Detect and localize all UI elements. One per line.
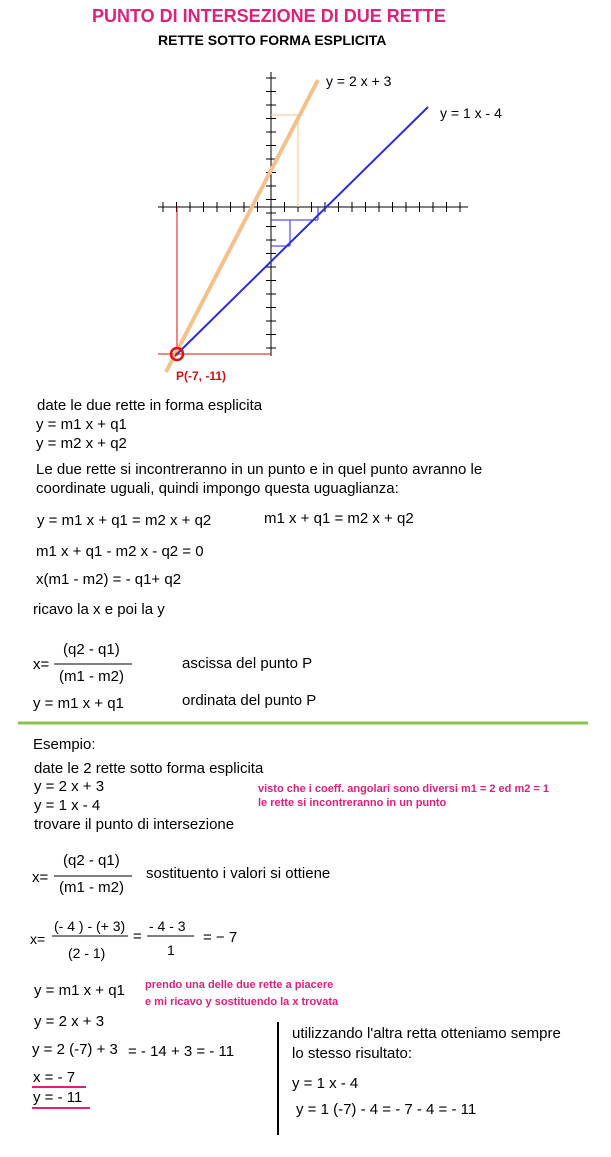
point-label: P(-7, -11) [176,369,227,383]
example-answer-x: x = - 7 [33,1069,76,1086]
line1-label: y = 2 x + 3 [326,73,392,89]
example-frac2-num: (- 4 ) - (+ 3) [54,918,126,934]
example-subst: sostituento i valori si ottiene [146,865,331,882]
example-y-formula: y = m1 x + q1 [34,982,125,999]
line-y-2x-plus-3 [166,80,318,372]
theory-frac-den: (m1 - m2) [59,668,124,685]
example-answer-y: y = - 11 [33,1089,83,1106]
example-eq1: y = 2 x + 3 [34,778,105,795]
y-axis-ticks [266,78,276,348]
example-note4: e mi ricavo y sostituendo la x trovata [145,996,339,1008]
theory-para2: coordinate uguali, quindi impongo questa uguaglianza: [36,480,399,497]
theory-step3: x(m1 - m2) = - q1+ q2 [36,571,182,588]
example-result-x: = − 7 [203,929,238,946]
theory-step4: ricavo la x e poi la y [33,601,165,618]
theory-step2: m1 x + q1 - m2 x - q2 = 0 [36,543,204,560]
example-alt-eq: y = 1 x - 4 [292,1075,359,1092]
example-x2-prefix: x= [30,931,46,947]
page-subtitle: RETTE SOTTO FORMA ESPLICITA [158,32,387,48]
line-y-x-minus-4 [175,107,428,356]
example-frac3-den: 1 [167,942,175,958]
line2-label: y = 1 x - 4 [440,105,502,121]
example-frac-den: (m1 - m2) [59,879,124,896]
theory-x-prefix: x= [33,656,50,673]
page-title: PUNTO DI INTERSEZIONE DI DUE RETTE [92,6,446,26]
example-eq2: y = 1 x - 4 [34,797,101,814]
example-eq-sign: = [133,928,142,945]
example-heading: Esempio: [33,736,96,753]
theory-ordinate: ordinata del punto P [182,692,317,709]
theory-para1: Le due rette si incontreranno in un punto e in quel punto avranno le [36,461,483,478]
theory-frac-num: (q2 - q1) [63,641,120,658]
example-note3: prendo una delle due rette a piacere [145,979,334,991]
example-alt2: lo stesso risultato: [292,1045,413,1062]
example-note1: visto che i coeff. angolari sono diversi m1 = 2 ed m2 = 1 [258,783,549,795]
example-alt-calc: y = 1 (-7) - 4 = - 7 - 4 = - 11 [296,1101,477,1118]
theory-eq1: y = m1 x + q1 [36,416,127,433]
theory-eq2: y = m2 x + q2 [36,435,127,452]
theory-intro: date le due rette in forma esplicita [37,397,263,414]
example-alt1: utilizzando l'altra retta otteniamo sempre [292,1025,561,1042]
example-find: trovare il punto di intersezione [34,816,235,833]
example-x-prefix: x= [32,869,49,886]
example-calc-result: = - 14 + 3 = - 11 [128,1043,235,1060]
theory-step1b: m1 x + q1 = m2 x + q2 [264,510,414,527]
example-note2: le rette si incontreranno in un punto [258,797,447,809]
example-frac2-den: (2 - 1) [68,945,106,961]
example-line: y = 2 x + 3 [34,1013,105,1030]
theory-y-formula: y = m1 x + q1 [33,695,124,712]
example-frac-num: (q2 - q1) [63,852,120,869]
example-intro: date le 2 rette sotto forma esplicita [34,760,264,777]
theory-abscissa: ascissa del punto P [182,655,313,672]
example-frac3-num: - 4 - 3 [149,918,186,934]
theory-step1: y = m1 x + q1 = m2 x + q2 [37,512,212,529]
example-calc: y = 2 (-7) + 3 [32,1041,118,1058]
